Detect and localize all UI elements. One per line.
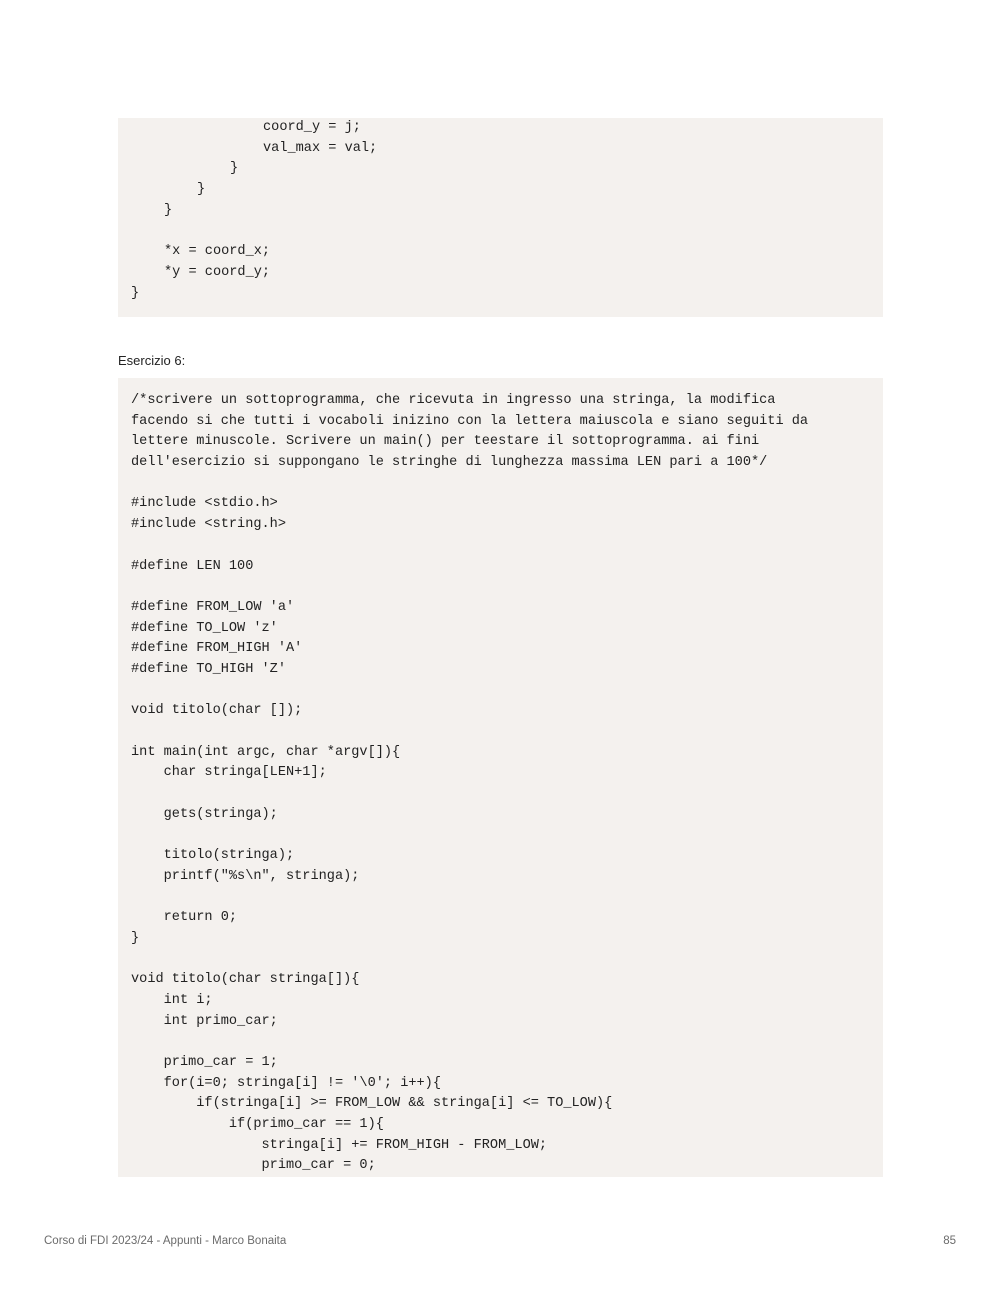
code-line: #define FROM_LOW 'a': [131, 599, 295, 615]
code-line: void titolo(char []);: [131, 703, 303, 719]
code-line: [131, 950, 883, 971]
code-line: int primo_car;: [131, 1013, 278, 1029]
code-block-continued: [118, 118, 883, 317]
code-line: }: [164, 202, 173, 218]
code-line: if(primo_car == 1){: [131, 1117, 384, 1133]
code-line: [131, 681, 883, 702]
exercise-heading: Esercizio 6:: [118, 353, 186, 368]
code-line: gets(stringa);: [131, 806, 278, 822]
code-line: /*scrivere un sottoprogramma, che ricevuta in ingresso una stringa, la modifica: [131, 393, 776, 408]
code-line: #define FROM_HIGH 'A': [131, 641, 303, 657]
code-line: [131, 474, 883, 495]
code-line: }: [230, 161, 239, 177]
code-line: coord_y = j;: [263, 120, 361, 135]
code-line: [131, 784, 883, 805]
code-line: [131, 1032, 883, 1053]
code-line: #define TO_HIGH 'Z': [131, 661, 286, 677]
code-line: }: [197, 182, 206, 198]
code-line: [131, 536, 883, 557]
code-line: char stringa[LEN+1];: [131, 765, 327, 781]
code-line: *y = coord_y;: [164, 264, 271, 280]
code-line: return 0;: [131, 910, 238, 926]
code-line: }: [131, 930, 140, 946]
code-line: void titolo(char stringa[]){: [131, 972, 360, 988]
code-line: primo_car = 0;: [131, 1158, 376, 1174]
code-line: titolo(stringa);: [131, 848, 295, 864]
code-line: facendo si che tutti i vocaboli inizino con la lettera maiuscola e siano seguiti da: [131, 413, 809, 429]
code-block-exercise-6: [118, 378, 883, 1177]
code-line: #define LEN 100: [131, 558, 254, 574]
code-line: if(stringa[i] >= FROM_LOW && stringa[i] <= TO_LOW){: [131, 1096, 613, 1112]
code-line: #include <string.h>: [131, 517, 286, 533]
code-line: [131, 221, 883, 242]
footer-page-number: 85: [943, 1235, 956, 1247]
code-line: printf("%s\n", stringa);: [131, 868, 360, 884]
code-line: #include <stdio.h>: [131, 496, 278, 512]
code-line: primo_car = 1;: [131, 1055, 278, 1070]
code-line: [131, 825, 883, 846]
code-line: [131, 722, 883, 743]
code-line: [131, 888, 883, 909]
code-line: dell'esercizio si suppongano le stringhe di lunghezza massima LEN pari a 100*/: [131, 455, 768, 471]
code-line: *x = coord_x;: [164, 244, 271, 260]
code-line: val_max = val;: [263, 140, 378, 156]
code-line: }: [131, 285, 140, 301]
code-line: int main(int argc, char *argv[]){: [131, 744, 401, 760]
code-line: #define TO_LOW 'z': [131, 620, 278, 636]
code-line: [131, 577, 883, 598]
code-line: lettere minuscole. Scrivere un main() per teestare il sottoprogramma. ai fini: [131, 434, 760, 450]
code-line: stringa[i] += FROM_HIGH - FROM_LOW;: [131, 1137, 548, 1153]
code-line: int i;: [131, 992, 213, 1008]
footer-course-title: Corso di FDI 2023/24 - Appunti - Marco Bonaita: [44, 1235, 287, 1247]
code-line: for(i=0; stringa[i] != '\0'; i++){: [131, 1075, 441, 1091]
